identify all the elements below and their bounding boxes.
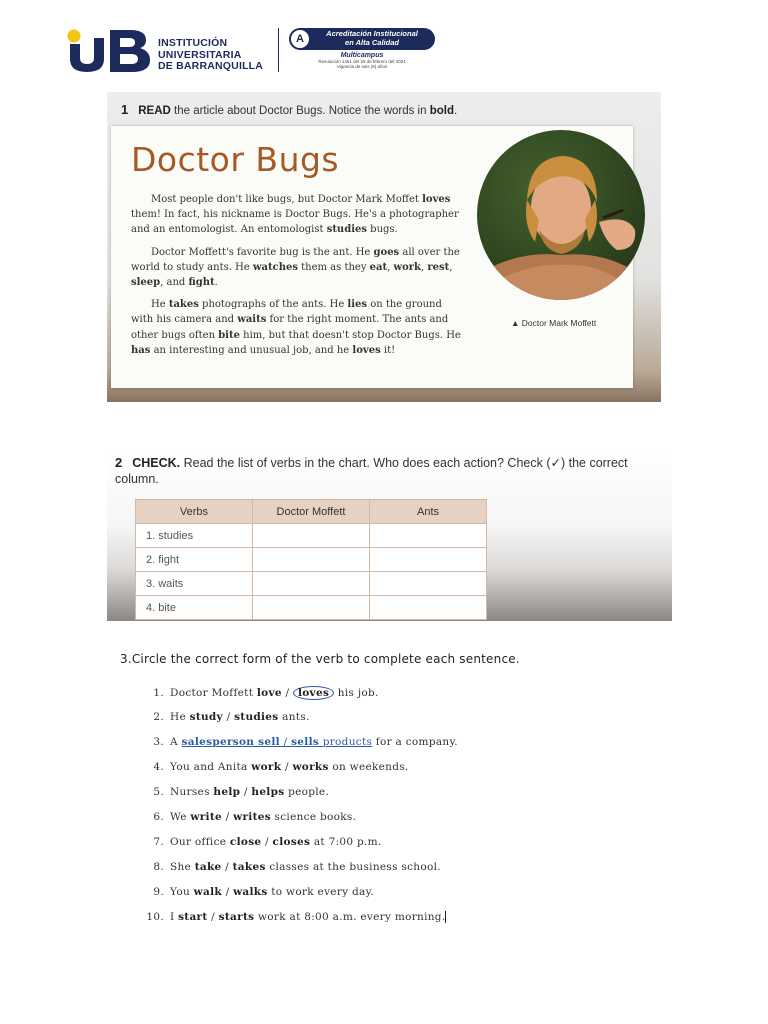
sentence-number: 9. bbox=[153, 886, 164, 898]
bold-verb: has bbox=[131, 344, 151, 356]
verb-cell: 3. waits bbox=[136, 572, 253, 596]
article-text: Doctor Moffett's favorite bug is the ant. He bbox=[151, 246, 374, 258]
ants-check-cell[interactable] bbox=[370, 596, 487, 620]
sentence-number: 6. bbox=[153, 811, 164, 823]
sentence-text: science books. bbox=[270, 811, 357, 823]
sentence-text: at 7:00 p.m. bbox=[310, 836, 382, 848]
article-paragraph bbox=[131, 297, 461, 358]
sentence-text: Nurses bbox=[170, 786, 214, 798]
option-separator: / bbox=[221, 886, 234, 898]
sentence-item bbox=[120, 761, 409, 773]
column-header-doctor: Doctor Moffett bbox=[253, 500, 370, 524]
verb-option-a[interactable]: take bbox=[194, 861, 222, 873]
verb-cell: 1. studies bbox=[136, 524, 253, 548]
option-separator: / bbox=[261, 836, 273, 848]
sentence-text: We bbox=[170, 811, 191, 823]
sentence-text: A bbox=[170, 736, 182, 748]
sentence-number: 10. bbox=[146, 911, 164, 923]
sentence-text: Our office bbox=[170, 836, 230, 848]
article-text: He bbox=[151, 299, 169, 311]
verb-option-a[interactable]: walk bbox=[193, 886, 222, 898]
exercise-2-instruction: 2 CHECK. Read the list of verbs in the chart. Who does each action? Check (✓) the correct column. bbox=[115, 455, 628, 486]
sentence-text: for a company. bbox=[372, 736, 458, 748]
article-text: for the right moment. The ants and other bugs often bbox=[131, 314, 449, 341]
sentence-text: on weekends. bbox=[328, 761, 409, 773]
exercise-1-instruction: 1 READ the article about Doctor Bugs. Notice the words in bold. bbox=[121, 102, 458, 117]
verb-option-a[interactable]: write bbox=[190, 811, 222, 823]
sentence-number: 8. bbox=[153, 861, 164, 873]
ants-check-cell[interactable] bbox=[370, 548, 487, 572]
sentence-text: to work every day. bbox=[267, 886, 375, 898]
sentence-text: She bbox=[170, 861, 195, 873]
article-text: , bbox=[449, 261, 453, 273]
sentence-text: classes at the business school. bbox=[265, 861, 441, 873]
option-separator: / bbox=[281, 761, 293, 773]
bold-verb: bite bbox=[218, 329, 240, 341]
article-text: , bbox=[387, 261, 394, 273]
verb-option-b[interactable]: sells bbox=[291, 736, 320, 748]
sentence-text: ants. bbox=[278, 711, 310, 723]
article-title: Doctor Bugs bbox=[131, 140, 340, 179]
sentence-number: 4. bbox=[153, 761, 164, 773]
verb-cell: 2. fight bbox=[136, 548, 253, 572]
verb-option-b[interactable]: starts bbox=[218, 911, 255, 923]
sentence-number: 3. bbox=[153, 736, 164, 748]
verb-option-a[interactable]: study bbox=[189, 711, 223, 723]
article-text: him, but that doesn't stop Doctor Bugs. He bbox=[239, 329, 461, 341]
ants-check-cell[interactable] bbox=[370, 572, 487, 596]
article-text: Most people don't like bugs, but Doctor Mark Moffet bbox=[151, 194, 423, 205]
sentence-item bbox=[120, 686, 379, 700]
sentence-item bbox=[120, 736, 458, 748]
article-paragraph bbox=[131, 245, 461, 291]
verb-option-b[interactable]: takes bbox=[232, 861, 266, 873]
doctor-check-cell[interactable] bbox=[253, 572, 370, 596]
sentence-text: You and Anita bbox=[170, 761, 252, 773]
verb-option-b[interactable]: studies bbox=[234, 711, 279, 723]
verb-option-a[interactable]: salesperson sell bbox=[181, 736, 280, 748]
article-text: it! bbox=[380, 344, 396, 356]
sentence-item bbox=[120, 836, 382, 848]
bold-verb: takes bbox=[168, 299, 199, 311]
option-separator: / bbox=[207, 911, 219, 923]
reading-exercise bbox=[107, 92, 661, 402]
article-text: on the ground with his camera and bbox=[131, 299, 442, 326]
table-row bbox=[136, 548, 487, 572]
underlined-phrase bbox=[182, 736, 373, 748]
sentence-item bbox=[120, 786, 329, 798]
option-separator: / bbox=[279, 736, 292, 748]
option-separator: / bbox=[240, 786, 252, 798]
bold-verb: lies bbox=[347, 299, 368, 311]
table-row bbox=[136, 524, 487, 548]
bold-verb: work bbox=[393, 261, 421, 273]
circle-verb-exercise bbox=[120, 652, 720, 923]
option-separator: / bbox=[221, 811, 234, 823]
article-text: them as they bbox=[297, 261, 370, 273]
photo-caption: ▲ Doctor Mark Moffett bbox=[511, 318, 597, 328]
verbs-chart bbox=[135, 499, 487, 620]
sentence-item bbox=[120, 711, 310, 723]
table-row bbox=[136, 596, 487, 620]
article-body bbox=[131, 192, 461, 365]
verb-option-b[interactable]: closes bbox=[272, 836, 311, 848]
sentence-number: 7. bbox=[153, 836, 164, 848]
article-text: , and bbox=[160, 277, 189, 289]
sentence-number: 5. bbox=[153, 786, 164, 798]
verb-cell: 4. bite bbox=[136, 596, 253, 620]
sentence-text: Doctor Moffett bbox=[170, 687, 257, 699]
option-separator: / bbox=[221, 861, 233, 873]
bold-verb: studies bbox=[326, 224, 367, 236]
article-text: an interesting and unusual job, and he bbox=[150, 344, 353, 356]
verb-option-a[interactable]: start bbox=[178, 911, 208, 923]
sentence-item bbox=[120, 861, 441, 873]
sentence-text: his job. bbox=[334, 687, 379, 699]
sentence-text: people. bbox=[284, 786, 330, 798]
verb-option-b[interactable]: walks bbox=[233, 886, 268, 898]
doctor-photo bbox=[477, 130, 645, 300]
table-row bbox=[136, 572, 487, 596]
article-text: photographs of the ants. He bbox=[198, 299, 348, 311]
sentence-number: 1. bbox=[153, 687, 164, 699]
article-paragraph bbox=[131, 192, 461, 238]
article-text: all over the world to study ants. He bbox=[131, 246, 460, 273]
ub-logo-icon bbox=[66, 28, 152, 72]
accreditation-logo-icon: A bbox=[291, 30, 309, 48]
sentence-text: He bbox=[170, 711, 190, 723]
sentence-item bbox=[120, 886, 374, 898]
option-separator: / bbox=[222, 711, 235, 723]
text-cursor bbox=[445, 911, 446, 923]
bold-verb: sleep bbox=[131, 277, 161, 289]
bold-verb: watches bbox=[252, 261, 298, 273]
sentence-item bbox=[120, 811, 356, 823]
column-header-verbs: Verbs bbox=[136, 500, 253, 524]
doctor-check-cell[interactable] bbox=[253, 596, 370, 620]
check-exercise bbox=[107, 448, 672, 621]
sentence-text: products bbox=[319, 736, 373, 748]
circled-verb-option[interactable]: loves bbox=[293, 686, 334, 700]
article-card bbox=[111, 126, 633, 388]
doctor-check-cell[interactable] bbox=[253, 548, 370, 572]
verb-option-a[interactable]: close bbox=[229, 836, 262, 848]
sentence-text: I bbox=[170, 911, 179, 923]
bold-verb: fight bbox=[188, 277, 215, 289]
verb-option-a[interactable]: work bbox=[251, 761, 282, 773]
article-text: them! In fact, his nickname is Doctor Bugs. He's a photographer and an entomologist. An entomologist bbox=[131, 209, 459, 236]
chart-header-row bbox=[136, 500, 487, 524]
exercise-3-instruction: 3.Circle the correct form of the verb to complete each sentence. bbox=[120, 652, 520, 666]
verb-option-b[interactable]: helps bbox=[251, 786, 285, 798]
verb-option-a[interactable]: help bbox=[213, 786, 241, 798]
sentence-text: You bbox=[170, 886, 194, 898]
article-text: bugs. bbox=[367, 224, 398, 236]
verb-option-b[interactable]: works bbox=[292, 761, 329, 773]
header-divider bbox=[278, 28, 279, 72]
bold-verb: loves bbox=[352, 344, 381, 356]
institution-name: INSTITUCIÓN UNIVERSITARIA DE BARRANQUILLA bbox=[158, 37, 264, 72]
multicampus-label: Multicampus bbox=[340, 52, 384, 59]
verb-option-b[interactable]: writes bbox=[233, 811, 271, 823]
article-text: , bbox=[420, 261, 428, 273]
column-header-ants: Ants bbox=[370, 500, 487, 524]
bold-verb: waits bbox=[237, 314, 267, 326]
doctor-check-cell[interactable] bbox=[253, 524, 370, 548]
resolution-text: Resolución 1461 del 29 de febrero del 2024 Vigencia de seis (6) años bbox=[318, 59, 406, 69]
sentence-number: 2. bbox=[153, 711, 164, 723]
option-separator: / bbox=[281, 687, 293, 699]
sentence-item bbox=[120, 911, 446, 923]
ants-check-cell[interactable] bbox=[370, 524, 487, 548]
bold-verb: loves bbox=[422, 194, 451, 205]
bold-verb: rest bbox=[427, 261, 450, 273]
bold-verb: eat bbox=[369, 261, 388, 273]
verb-option-a[interactable]: love bbox=[256, 687, 282, 699]
article-text: . bbox=[214, 277, 218, 289]
sentence-text: work at 8:00 a.m. every morning. bbox=[254, 911, 446, 923]
page-header bbox=[66, 26, 446, 74]
accreditation-badge: A Acreditación Institucional en Alta Calidad Multicampus Resolución 1461 del 29 de febrero del 2024 Vigencia de seis (6) años bbox=[289, 28, 435, 69]
bold-verb: goes bbox=[373, 246, 400, 258]
